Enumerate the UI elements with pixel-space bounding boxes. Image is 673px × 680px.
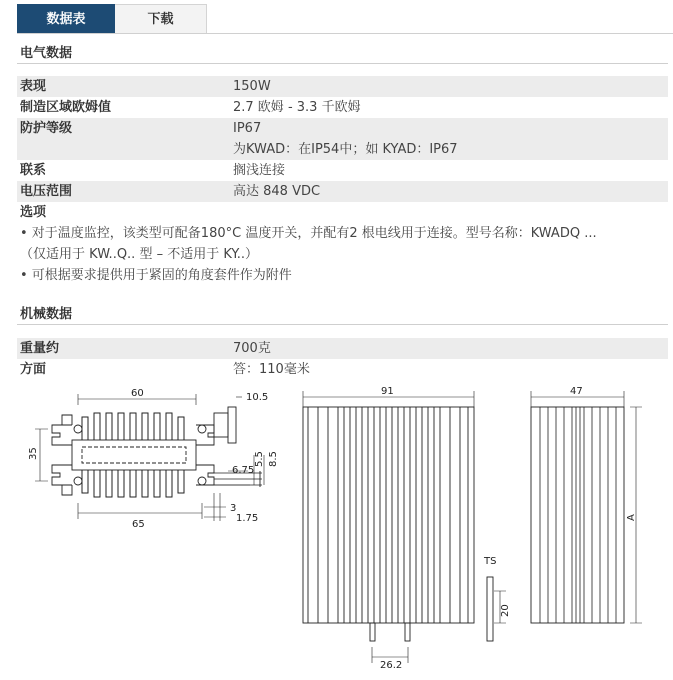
dim-65: 65 — [132, 519, 145, 530]
spec-row — [17, 338, 668, 359]
dim-60: 60 — [131, 388, 144, 399]
spec-label: 重量约 — [20, 341, 60, 356]
electrical-section-title: 电气数据 — [20, 46, 73, 61]
spec-label: 电压范围 — [20, 184, 73, 199]
spec-value: 为KWAD：在IP54中；如 KYAD：IP67 — [233, 142, 458, 157]
dim-1-75: 1.75 — [236, 513, 259, 524]
spec-row — [17, 359, 668, 380]
section-divider — [17, 63, 668, 64]
dim-26-2: 26.2 — [380, 660, 403, 671]
dim-10-5: 10.5 — [246, 392, 269, 403]
spec-row — [17, 160, 668, 181]
spec-value: 答：110毫米 — [233, 362, 310, 377]
dim-5-5: 5.5 — [254, 451, 265, 467]
dim-20: 20 — [500, 604, 511, 617]
spec-value: 2.7 欧姆 - 3.3 千欧姆 — [233, 100, 361, 115]
spec-row — [17, 76, 668, 97]
dim-3: 3 — [230, 503, 237, 514]
tab-download[interactable]: 下载 — [115, 4, 207, 34]
spec-row — [17, 97, 668, 118]
option-item: • 可根据要求提供用于紧固的角度套件作为附件 — [20, 268, 292, 283]
spec-value: 搁浅连接 — [233, 163, 286, 178]
spec-value: 高达 848 VDC — [233, 184, 321, 199]
dim-47: 47 — [570, 386, 583, 397]
spec-value: 150W — [233, 79, 271, 94]
front-view — [28, 388, 279, 530]
options-label: 选项 — [20, 205, 47, 220]
ts-label: TS — [484, 556, 497, 567]
dim-a: A — [626, 514, 637, 521]
section-divider — [17, 324, 668, 325]
dim-6-75: 6.75 — [232, 465, 255, 476]
spec-label: 联系 — [20, 163, 47, 178]
spec-row — [17, 181, 668, 202]
side-view — [303, 386, 511, 671]
mechanical-section-title: 机械数据 — [20, 307, 73, 322]
tab-datasheet[interactable]: 数据表 — [17, 4, 115, 34]
spec-value: IP67 — [233, 121, 262, 136]
spec-row — [17, 139, 668, 160]
tab-bar — [17, 4, 207, 34]
spec-label: 方面 — [20, 362, 47, 377]
end-view — [531, 386, 642, 623]
spec-value: 700克 — [233, 341, 271, 356]
dim-35: 35 — [28, 447, 39, 460]
spec-label: 防护等级 — [20, 121, 73, 136]
dim-91: 91 — [381, 386, 394, 397]
dimension-drawing — [0, 385, 673, 675]
spec-label: 表现 — [20, 79, 47, 94]
tab-divider — [17, 33, 673, 34]
spec-row — [17, 118, 668, 139]
option-item: • 对于温度监控，该类型可配备180°C 温度开关，并配有2 根电线用于连接。型号名称：KWADQ ... — [20, 226, 597, 241]
option-item: （仅适用于 KW..Q.. 型 – 不适用于 KY..） — [20, 247, 258, 262]
spec-label: 制造区域欧姆值 — [20, 100, 112, 115]
dim-8-5: 8.5 — [268, 451, 279, 467]
